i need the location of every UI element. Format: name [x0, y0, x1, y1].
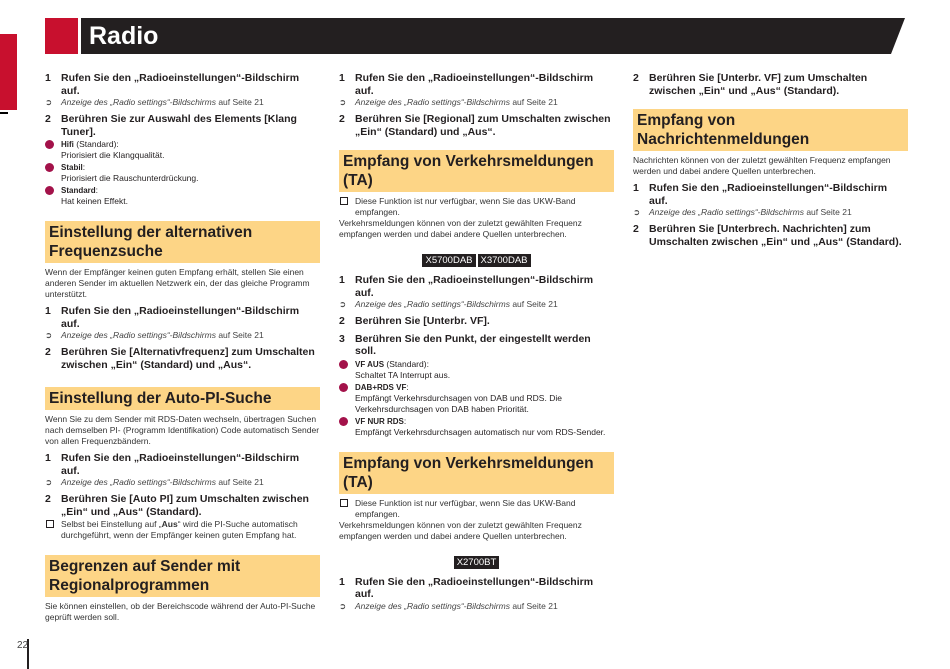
- note: Diese Funktion ist nur verfügbar, wenn Sie das UKW-Band empfangen.: [339, 196, 614, 218]
- model-badges: [339, 552, 614, 566]
- arrow-icon: ➲: [339, 600, 347, 611]
- section-heading: Einstellung der Auto-PI-Suche: [45, 387, 320, 410]
- page-reference[interactable]: ➲ Anzeige des „Radio settings“-Bildschirms auf Seite 21: [339, 600, 558, 611]
- paragraph: Wenn der Empfänger keinen guten Empfang erhält, stellen Sie einen anderen Sender im aktuellen Netzwerk ein, der das gleiche Programm unterstützt.: [45, 267, 310, 299]
- bullet-icon: [45, 163, 54, 172]
- step: 1 Rufen Sie den „Radioeinstellungen“-Bildschirm auf.: [339, 72, 594, 97]
- page-title: Radio: [89, 22, 159, 50]
- step: 2 Berühren Sie [Unterbr. VF] zum Umschalten zwischen „Ein“ und „Aus“ (Standard).: [633, 72, 868, 97]
- option-item: Hifi (Standard): Priorisiert die Klangqualität.: [45, 139, 320, 161]
- step: 2 Berühren Sie [Unterbrech. Nachrichten] zum Umschalten zwischen „Ein“ und „Aus“ (Standard).: [633, 223, 902, 248]
- section-heading: Empfang von Nachrichtenmeldungen: [633, 109, 908, 151]
- step: 1 Rufen Sie den „Radioeinstellungen“-Bildschirm auf.: [45, 72, 300, 97]
- arrow-icon: ➲: [633, 207, 641, 217]
- bullet-icon: [339, 417, 348, 426]
- paragraph: Verkehrsmeldungen können von der zuletzt gewählten Frequenz empfangen werden und dabei andere Quellen unterbrechen.: [339, 519, 582, 541]
- paragraph: Nachrichten können von der zuletzt gewählten Frequenz empfangen werden und dabei andere Quellen unterbrechen.: [633, 155, 891, 176]
- step: 1 Rufen Sie den „Radioeinstellungen“-Bildschirm auf.: [633, 182, 888, 207]
- step: 2 Berühren Sie zur Auswahl des Elements [Klang Tuner].: [45, 113, 297, 138]
- section-heading: Empfang von Verkehrsmeldungen (TA): [339, 452, 614, 494]
- note: Selbst bei Einstellung auf „Aus“ wird die PI-Suche automatisch durchgeführt, wenn der Empfänger keinen guten Empfang hat.: [45, 519, 320, 541]
- column-3: [633, 66, 908, 248]
- note-box-icon: [340, 197, 348, 205]
- step: 3 Berühren Sie den Punkt, der eingestellt werden soll.: [339, 332, 591, 357]
- bullet-icon: [45, 140, 54, 149]
- step: 2 Berühren Sie [Unterbr. VF].: [339, 315, 490, 327]
- section-heading: Begrenzen auf Sender mit Regionalprogrammen: [45, 555, 320, 597]
- bullet-icon: [339, 360, 348, 369]
- chapter-tab: [0, 34, 17, 110]
- column-1: [45, 66, 320, 623]
- margin-mark: [0, 112, 8, 114]
- model-badge: X3700DAB: [478, 254, 531, 267]
- page-reference[interactable]: ➲ Anzeige des „Radio settings“-Bildschirms auf Seite 21: [45, 477, 264, 487]
- option-item: VF NUR RDS: Empfängt Verkehrsdurchsagen automatisch nur vom RDS-Sender.: [339, 416, 614, 438]
- option-item: VF AUS (Standard): Schaltet TA Interrupt aus.: [339, 359, 614, 381]
- paragraph: Wenn Sie zu dem Sender mit RDS-Daten wechseln, übertragen Suchen nach demselben PI- (Programm Identifikation) Code automatisch Sender von allen Frequenzbändern.: [45, 414, 320, 446]
- bullet-icon: [339, 383, 348, 392]
- option-item: Stabil: Priorisiert die Rauschunterdrückung.: [45, 162, 320, 184]
- step: 2 Berühren Sie [Alternativfrequenz] zum Umschalten zwischen „Ein“ (Standard) und „Aus“.: [45, 346, 315, 371]
- step: 1 Rufen Sie den „Radioeinstellungen“-Bildschirm auf.: [339, 274, 594, 299]
- page-number: 22: [17, 640, 29, 651]
- note: Diese Funktion ist nur verfügbar, wenn Sie das UKW-Band empfangen.: [339, 498, 614, 520]
- note-box-icon: [340, 499, 348, 507]
- page-reference[interactable]: ➲ Anzeige des „Radio settings“-Bildschirms auf Seite 21: [339, 299, 558, 309]
- step: 2 Berühren Sie [Auto PI] zum Umschalten zwischen „Ein“ und „Aus“ (Standard).: [45, 493, 309, 518]
- step: 1 Rufen Sie den „Radioeinstellungen“-Bildschirm auf.: [339, 575, 594, 600]
- page-header: [45, 18, 905, 54]
- option-item: Standard: Hat keinen Effekt.: [45, 185, 320, 207]
- header-red-block: [45, 18, 78, 54]
- model-badge: X2700BT: [454, 556, 500, 569]
- paragraph: Sie können einstellen, ob der Bereichscode während der Auto-PI-Suche geprüft werden soll.: [45, 601, 316, 622]
- header-bar: [81, 18, 905, 54]
- bullet-icon: [45, 186, 54, 195]
- section-heading: Einstellung der alternativen Frequenzsuche: [45, 221, 320, 263]
- page-reference[interactable]: ➲ Anzeige des „Radio settings“-Bildschirms auf Seite 21: [339, 97, 558, 107]
- page-reference[interactable]: ➲ Anzeige des „Radio settings“-Bildschirms auf Seite 21: [45, 97, 264, 107]
- arrow-icon: ➲: [339, 97, 347, 107]
- step: 1 Rufen Sie den „Radioeinstellungen“-Bildschirm auf.: [45, 305, 300, 330]
- arrow-icon: ➲: [339, 299, 347, 309]
- column-2: [339, 66, 614, 612]
- arrow-icon: ➲: [45, 97, 53, 107]
- step: 2 Berühren Sie [Regional] zum Umschalten zwischen „Ein“ (Standard) und „Aus“.: [339, 113, 611, 138]
- option-item: DAB+RDS VF: Empfängt Verkehrsdurchsagen von DAB und RDS. Die Verkehrsdurchsagen von DAB haben Priorität.: [339, 382, 614, 415]
- page-reference[interactable]: ➲ Anzeige des „Radio settings“-Bildschirms auf Seite 21: [633, 207, 852, 217]
- note-box-icon: [46, 520, 54, 528]
- page-reference[interactable]: ➲ Anzeige des „Radio settings“-Bildschirms auf Seite 21: [45, 330, 264, 340]
- model-badges: [339, 250, 614, 264]
- model-badge: X5700DAB: [422, 254, 475, 267]
- arrow-icon: ➲: [45, 477, 53, 487]
- paragraph: Verkehrsmeldungen können von der zuletzt gewählten Frequenz empfangen werden und dabei andere Quellen unterbrechen.: [339, 218, 582, 239]
- section-heading: Empfang von Verkehrsmeldungen (TA): [339, 150, 614, 192]
- step: 1 Rufen Sie den „Radioeinstellungen“-Bildschirm auf.: [45, 452, 300, 477]
- arrow-icon: ➲: [45, 330, 53, 340]
